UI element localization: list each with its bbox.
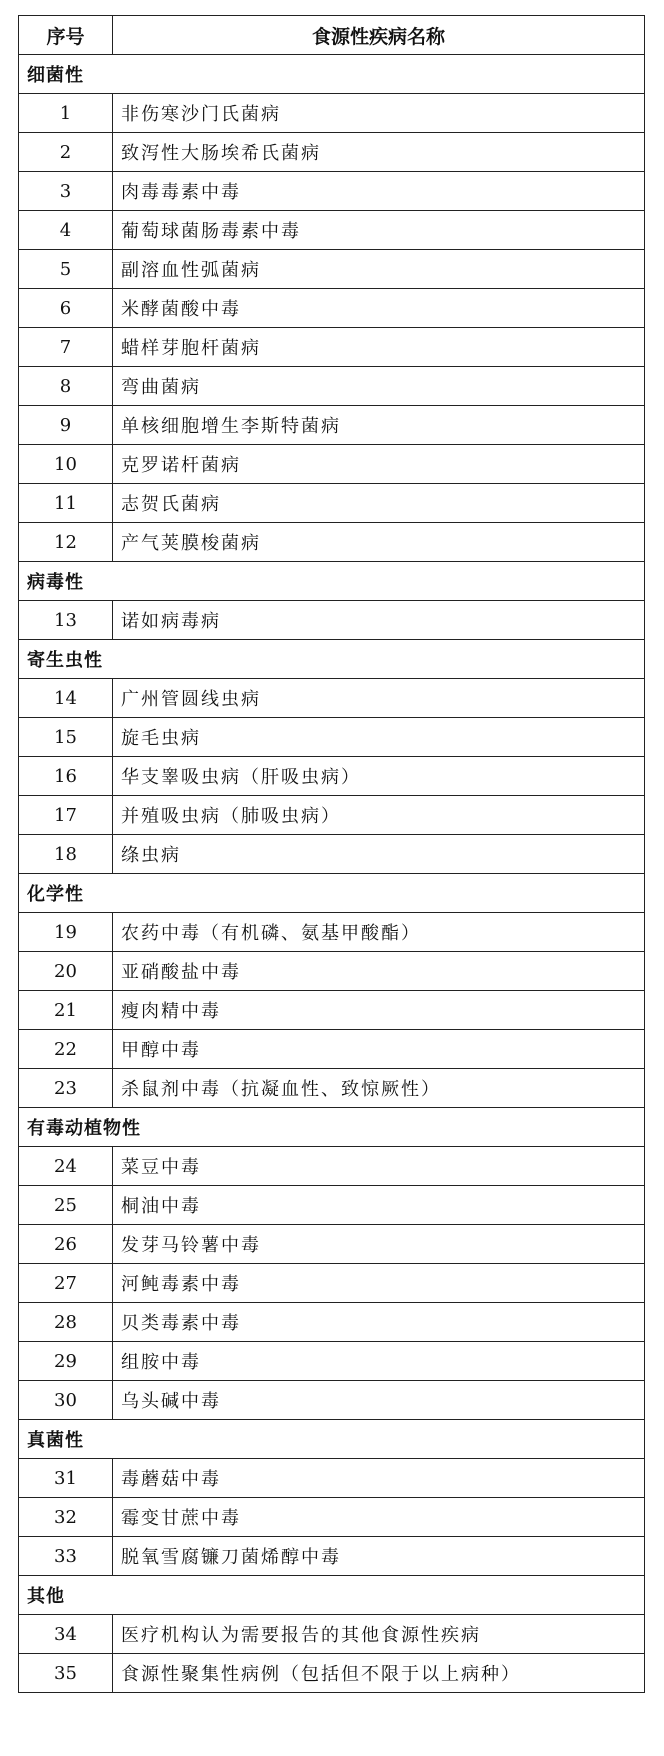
row-number: 35 [19,1654,113,1693]
table-row [19,250,645,289]
table-row [19,835,645,874]
row-number: 6 [19,289,113,328]
header-number: 序号 [19,16,113,55]
disease-name: 发芽马铃薯中毒 [113,1225,645,1264]
disease-name: 组胺中毒 [113,1342,645,1381]
table-row [19,133,645,172]
disease-name: 瘦肉精中毒 [113,991,645,1030]
table-row [19,1030,645,1069]
disease-name: 乌头碱中毒 [113,1381,645,1420]
row-number: 9 [19,406,113,445]
table-row [19,523,645,562]
row-number: 20 [19,952,113,991]
row-number: 28 [19,1303,113,1342]
disease-name: 产气荚膜梭菌病 [113,523,645,562]
category-title: 有毒动植物性 [19,1108,645,1147]
disease-name: 霉变甘蔗中毒 [113,1498,645,1537]
row-number: 18 [19,835,113,874]
disease-name: 医疗机构认为需要报告的其他食源性疾病 [113,1615,645,1654]
table-row [19,796,645,835]
table-row [19,1264,645,1303]
row-number: 25 [19,1186,113,1225]
disease-name: 桐油中毒 [113,1186,645,1225]
row-number: 3 [19,172,113,211]
table-row [19,1069,645,1108]
row-number: 19 [19,913,113,952]
category-title: 真菌性 [19,1420,645,1459]
row-number: 27 [19,1264,113,1303]
foodborne-disease-table [18,15,645,1693]
table-row [19,406,645,445]
header-disease-name: 食源性疾病名称 [113,16,645,55]
row-number: 1 [19,94,113,133]
disease-name: 杀鼠剂中毒（抗凝血性、致惊厥性） [113,1069,645,1108]
category-title: 寄生虫性 [19,640,645,679]
row-number: 34 [19,1615,113,1654]
table-row [19,913,645,952]
disease-name: 毒蘑菇中毒 [113,1459,645,1498]
table-row [19,1381,645,1420]
category-row [19,1576,645,1615]
table-row [19,757,645,796]
table-row [19,1654,645,1693]
category-row [19,1108,645,1147]
table-row [19,601,645,640]
disease-name: 志贺氏菌病 [113,484,645,523]
disease-name: 华支睾吸虫病（肝吸虫病） [113,757,645,796]
table-row [19,679,645,718]
category-row [19,1420,645,1459]
header-row [19,16,645,55]
table-row [19,1537,645,1576]
row-number: 12 [19,523,113,562]
table-body [19,55,645,1693]
disease-name: 弯曲菌病 [113,367,645,406]
row-number: 15 [19,718,113,757]
disease-name: 诺如病毒病 [113,601,645,640]
table-row [19,445,645,484]
disease-name: 单核细胞增生李斯特菌病 [113,406,645,445]
category-title: 化学性 [19,874,645,913]
row-number: 17 [19,796,113,835]
row-number: 5 [19,250,113,289]
category-title: 其他 [19,1576,645,1615]
disease-name: 食源性聚集性病例（包括但不限于以上病种） [113,1654,645,1693]
table-row [19,211,645,250]
disease-name: 蜡样芽胞杆菌病 [113,328,645,367]
row-number: 23 [19,1069,113,1108]
row-number: 7 [19,328,113,367]
row-number: 11 [19,484,113,523]
disease-name: 贝类毒素中毒 [113,1303,645,1342]
disease-name: 并殖吸虫病（肺吸虫病） [113,796,645,835]
table-row [19,289,645,328]
disease-name: 亚硝酸盐中毒 [113,952,645,991]
category-row [19,562,645,601]
table-row [19,94,645,133]
disease-name: 致泻性大肠埃希氏菌病 [113,133,645,172]
disease-name: 旋毛虫病 [113,718,645,757]
row-number: 14 [19,679,113,718]
row-number: 13 [19,601,113,640]
table-row [19,1147,645,1186]
table-row [19,1459,645,1498]
row-number: 32 [19,1498,113,1537]
category-row [19,874,645,913]
table-row [19,1303,645,1342]
disease-name: 农药中毒（有机磷、氨基甲酸酯） [113,913,645,952]
disease-name: 副溶血性弧菌病 [113,250,645,289]
table-row [19,367,645,406]
row-number: 22 [19,1030,113,1069]
table-row [19,1225,645,1264]
table-row [19,1498,645,1537]
row-number: 10 [19,445,113,484]
table-row [19,172,645,211]
table-row [19,952,645,991]
disease-name: 非伤寒沙门氏菌病 [113,94,645,133]
table-row [19,328,645,367]
row-number: 16 [19,757,113,796]
table-row [19,1186,645,1225]
disease-name: 米酵菌酸中毒 [113,289,645,328]
row-number: 2 [19,133,113,172]
disease-name: 绦虫病 [113,835,645,874]
table-row [19,991,645,1030]
row-number: 33 [19,1537,113,1576]
table-row [19,484,645,523]
row-number: 26 [19,1225,113,1264]
disease-name: 肉毒毒素中毒 [113,172,645,211]
table-row [19,1615,645,1654]
row-number: 8 [19,367,113,406]
row-number: 29 [19,1342,113,1381]
table-row [19,1342,645,1381]
table-row [19,718,645,757]
disease-name: 河鲀毒素中毒 [113,1264,645,1303]
disease-name: 脱氧雪腐镰刀菌烯醇中毒 [113,1537,645,1576]
disease-name: 克罗诺杆菌病 [113,445,645,484]
disease-name: 菜豆中毒 [113,1147,645,1186]
row-number: 24 [19,1147,113,1186]
category-title: 细菌性 [19,55,645,94]
category-row [19,640,645,679]
category-row [19,55,645,94]
category-title: 病毒性 [19,562,645,601]
row-number: 30 [19,1381,113,1420]
row-number: 4 [19,211,113,250]
disease-name: 甲醇中毒 [113,1030,645,1069]
row-number: 31 [19,1459,113,1498]
disease-name: 葡萄球菌肠毒素中毒 [113,211,645,250]
row-number: 21 [19,991,113,1030]
disease-name: 广州管圆线虫病 [113,679,645,718]
